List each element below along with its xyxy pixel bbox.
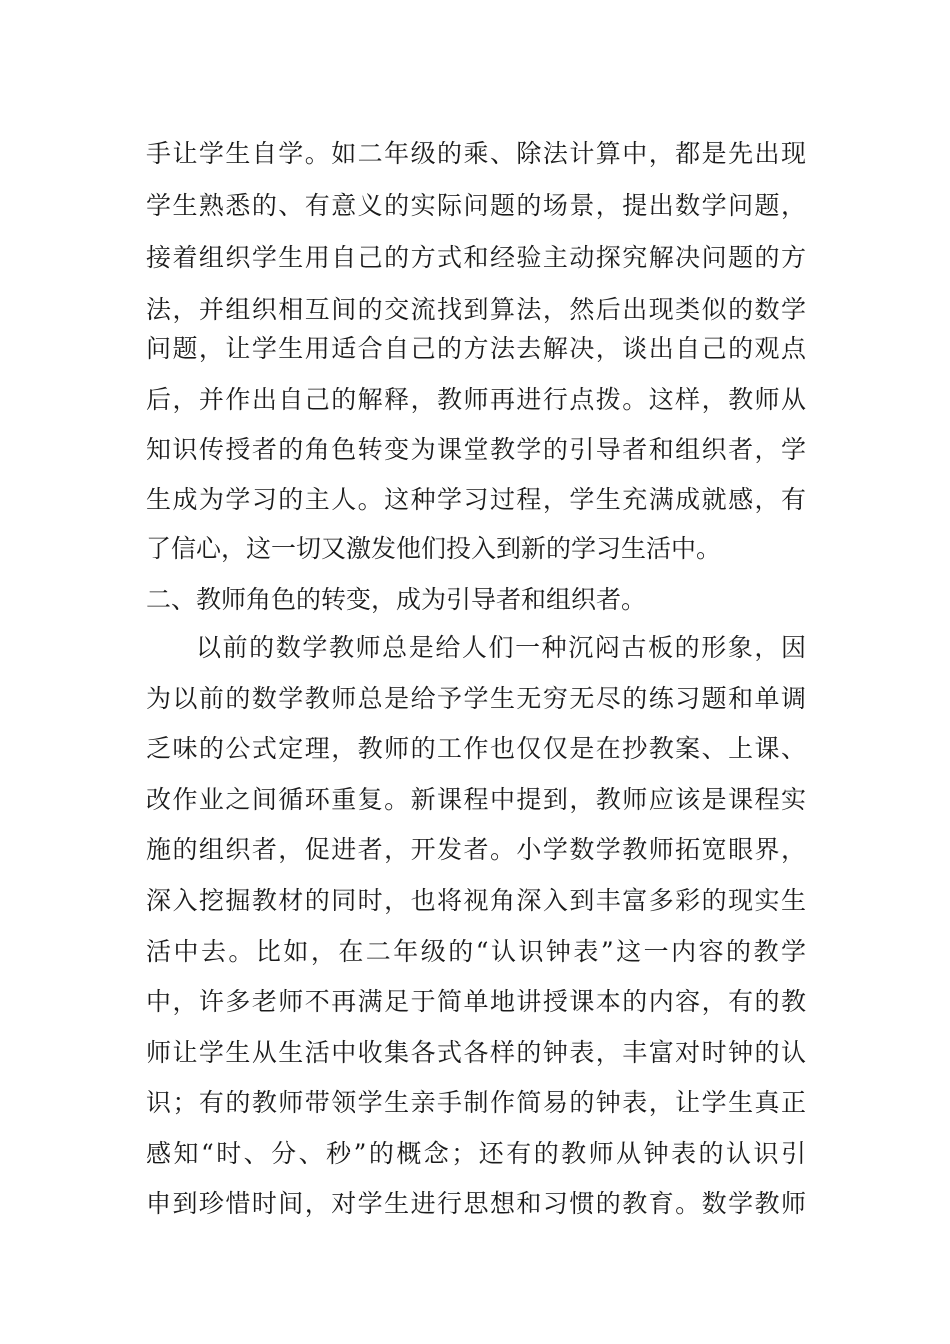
paragraph-line: 活中去。比如，在二年级的“认识钟表”这一内容的教学 (146, 937, 806, 966)
paragraph-line: 学生熟悉的、有意义的实际问题的场景，提出数学问题， (146, 191, 806, 220)
paragraph-line: 感知“时、分、秒”的概念；还有的教师从钟表的认识引 (146, 1139, 806, 1168)
paragraph-line: 了信心，这一切又激发他们投入到新的学习生活中。 (146, 534, 722, 563)
paragraph-line: 问题，让学生用适合自己的方法去解决，谈出自己的观点 (146, 334, 806, 363)
section-heading: 二、教师角色的转变，成为引导者和组织者。 (146, 585, 647, 614)
paragraph-line: 深入挖掘教材的同时，也将视角深入到丰富多彩的现实生 (146, 886, 806, 915)
paragraph-line: 法，并组织相互间的交流找到算法，然后出现类似的数学 (146, 295, 806, 324)
paragraph-line: 乏味的公式定理，教师的工作也仅仅是在抄教案、上课、 (146, 734, 806, 763)
paragraph-line: 接着组织学生用自己的方式和经验主动探究解决问题的方 (146, 243, 806, 272)
paragraph-line: 师让学生从生活中收集各式各样的钟表，丰富对时钟的认 (146, 1038, 806, 1067)
paragraph-line: 中，许多老师不再满足于简单地讲授课本的内容，有的教 (146, 987, 806, 1016)
paragraph-line: 改作业之间循环重复。新课程中提到，教师应该是课程实 (146, 785, 806, 814)
paragraph-line: 后，并作出自己的解释，教师再进行点拨。这样，教师从 (146, 385, 806, 414)
paragraph-line: 申到珍惜时间，对学生进行思想和习惯的教育。数学教师 (146, 1189, 806, 1218)
paragraph-line: 施的组织者，促进者，开发者。小学数学教师拓宽眼界， (146, 835, 806, 864)
paragraph-line: 知识传授者的角色转变为课堂教学的引导者和组织者，学 (146, 435, 806, 464)
paragraph-line: 以前的数学教师总是给人们一种沉闷古板的形象，因 (196, 633, 806, 662)
paragraph-line: 为以前的数学教师总是给予学生无穷无尽的练习题和单调 (146, 684, 806, 713)
paragraph-line: 手让学生自学。如二年级的乘、除法计算中，都是先出现 (146, 139, 806, 168)
paragraph-line: 生成为学习的主人。这种学习过程，学生充满成就感，有 (146, 485, 806, 514)
paragraph-line: 识；有的教师带领学生亲手制作简易的钟表，让学生真正 (146, 1088, 806, 1117)
